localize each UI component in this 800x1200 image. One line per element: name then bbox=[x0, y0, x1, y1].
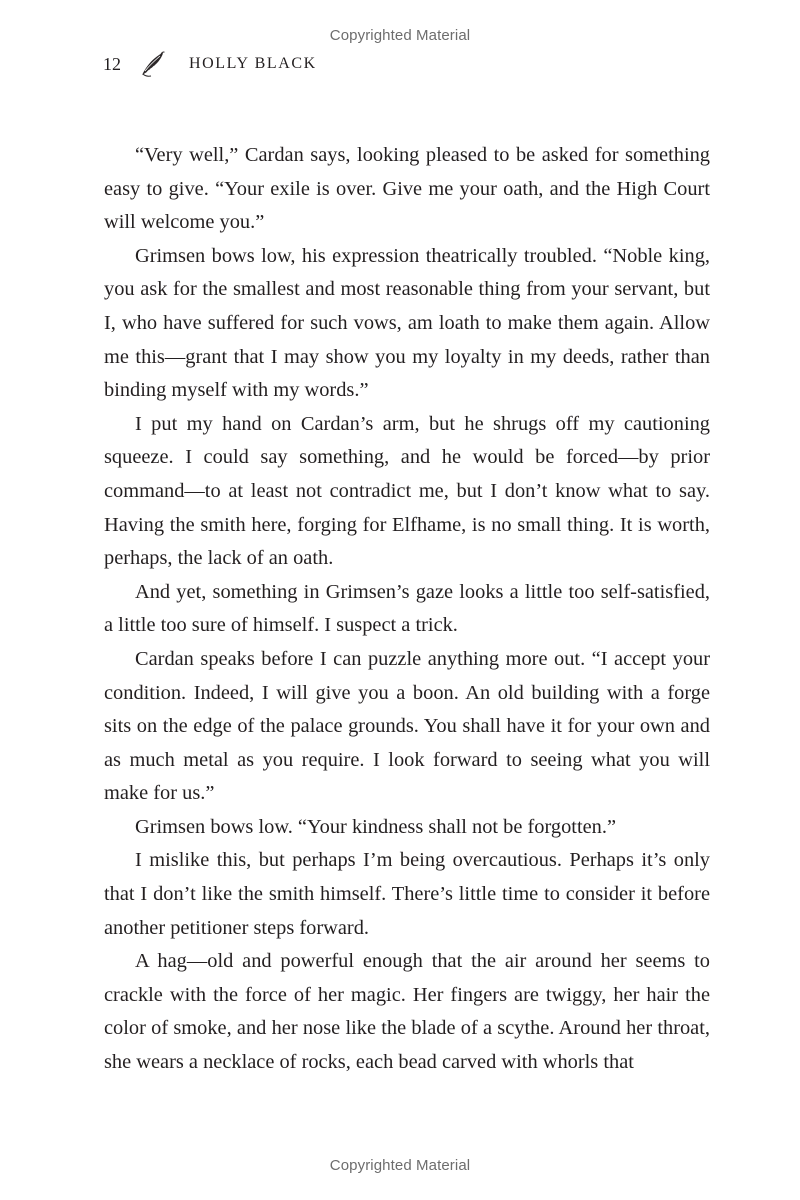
running-head bbox=[103, 52, 317, 76]
copyright-watermark-bottom: Copyrighted Material bbox=[329, 1157, 471, 1174]
paragraph: I put my hand on Cardan’s arm, but he shrugs off my cautioning squeeze. I could say something, and he would be forced—by prior command—to at least not contradict me, but I don’t know what to say. Having the smith here, forging for Elfhame, is no small thing. It is worth, perhaps, the lack of an oath. bbox=[104, 412, 710, 570]
paragraph: And yet, something in Grimsen’s gaze looks a little too self-satisfied, a little too sure of himself. I suspect a trick. bbox=[104, 580, 710, 637]
page-body bbox=[104, 139, 710, 1080]
page-number: 12 bbox=[103, 53, 121, 74]
paragraph: A hag—old and powerful enough that the air around her seems to crackle with the force of her magic. Her fingers are twiggy, her hair the color of smoke, and her nose like the blade of a scythe. Around her throat, she wears a necklace of rocks, each bead carved with whorls that bbox=[104, 950, 710, 1074]
running-head-author: HOLLY BLACK bbox=[189, 55, 317, 72]
paragraph: Grimsen bows low. “Your kindness shall not be forgotten.” bbox=[135, 815, 617, 838]
copyright-watermark-top: Copyrighted Material bbox=[329, 27, 471, 44]
paragraph: “Very well,” Cardan says, looking pleased to be asked for something easy to give. “Your exile is over. Give me your oath, and the High Court will welcome you.” bbox=[104, 144, 710, 234]
paragraph: I mislike this, but perhaps I’m being overcautious. Perhaps it’s only that I don’t like the smith himself. There’s little time to consider it before another petitioner steps forward. bbox=[104, 849, 710, 939]
paragraph: Cardan speaks before I can puzzle anything more out. “I accept your condition. Indeed, I will give you a boon. An old building with a forge sits on the edge of the palace grounds. You shall have it for your own and as much metal as you require. I look forward to seeing what you will make for us.” bbox=[104, 647, 710, 805]
paragraph: Grimsen bows low, his expression theatrically troubled. “Noble king, you ask for the smallest and most reasonable thing from your servant, but I, who have suffered for such vows, am loath to make them again. Allow me this—grant that I may show you my loyalty in my deeds, rather than binding myself with my words.” bbox=[104, 244, 710, 402]
quill-ornament-icon bbox=[139, 50, 167, 78]
